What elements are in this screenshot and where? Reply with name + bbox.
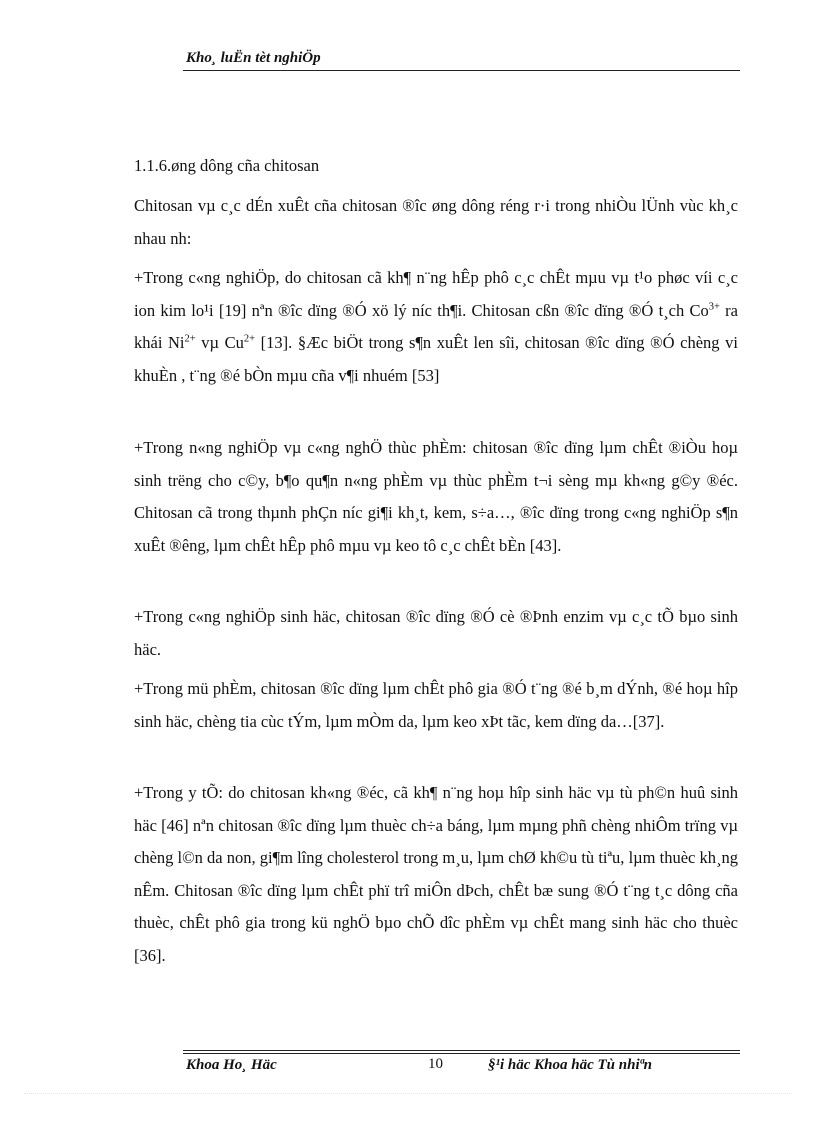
paragraph-intro: Chitosan vµ c¸c dÉn xuÊt cña chitosan ®îc øng dông réng r·i trong nhiÒu lÜnh vùc kh¸c nhau nh: [134,196,738,248]
industry-text-b: ra khái Ni [134,300,739,352]
page-number: 10 [428,1056,443,1072]
nickel-charge: 2+ [184,333,196,345]
running-header-title: Kho¸ luËn tèt nghiÖp [186,50,321,66]
footer-department: Khoa Ho¸ Häc [186,1057,277,1073]
header-divider [183,70,740,71]
footer-university: §¹i häc Khoa häc Tù nhiªn [488,1057,652,1073]
footer-divider-top [183,1050,740,1051]
copper-charge: 2+ [243,333,256,345]
cobalt-charge: 3+ [708,301,720,312]
paragraph-biotech: +Trong c«ng nghiÖp sinh häc, chitosan ®îc dïng ®Ó cè ®Þnh enzim vµ c¸c tÕ bµo sinh häc. [134,607,738,659]
paragraph-food: +Trong n«ng nghiÖp vµ c«ng nghÖ thùc phÈm: chitosan ®îc dïng lµm chÊt ®iÒu hoµ sinh trëng cho c©y, b¶o qu¶n n«ng phÈm vµ thùc phÈm t¬i sèng mµ kh«ng g©y ®éc. Chitosan cã trong thµnh phÇn níc gi¶i kh¸t, kem, s÷a…, ®îc dïng trong c«ng nghiÖp s¶n xuÊt ®êng, lµm chÊt hÊp phô mµu vµ keo tô c¸c chÊt bÈn [43]. [134,438,738,555]
paragraph-industry [134,262,738,392]
industry-text-d: [13]. §Æc biÖt trong s¶n xuÊt len sîi, chitosan ®îc dïng ®Ó chèng vi khuÈn , t¨ng ®é bÒn mµu cña v¶i nhuém [53] [134,333,738,385]
footer-divider-bottom [183,1053,740,1054]
industry-text-c: vµ Cu [195,333,244,352]
industry-text-a: +Trong c«ng nghiÖp, do chitosan cã kh¶ n¨ng hÊp phô c¸c chÊt mµu vµ t¹o phøc víi c¸c ion kim lo¹i [19] nªn ®îc dïng ®Ó xö lý níc th¶i. Chitosan cßn ®îc dïng ®Ó t¸ch Co [134,268,738,320]
paragraph-cosmetics: +Trong mü phÈm, chitosan ®îc dïng lµm chÊt phô gia ®Ó t¨ng ®é b¸m dÝnh, ®é hoµ hîp sinh häc, chèng tia cùc tÝm, lµm mÒm da, lµm keo xÞt tãc, kem dïng da…[37]. [134,679,738,731]
paragraph-medicine: +Trong y tÕ: do chitosan kh«ng ®éc, cã kh¶ n¨ng hoµ hîp sinh häc vµ tù ph©n huû sinh häc [46] nªn chitosan ®îc dïng lµm thuèc ch÷a báng, lµm mµng phñ chèng nhiÔm trïng vµ chèng l©n da non, gi¶m lîng cholesterol trong m¸u, lµm chØ kh©u tù tiªu, lµm thuèc kh¸ng nÊm. Chitosan ®îc dïng lµm chÊt phï trî miÔn dÞch, chÊt bæ sung ®Ó t¨ng t¸c dông cña thuèc, chÊt phô gia trong kü nghÖ bµo chÕ dîc phÈm vµ chÊt mang sinh häc cho thuèc [36]. [134,783,738,965]
section-heading: 1.1.6.øng dông cña chitosan [134,156,320,175]
page-bottom-border [24,1093,792,1094]
